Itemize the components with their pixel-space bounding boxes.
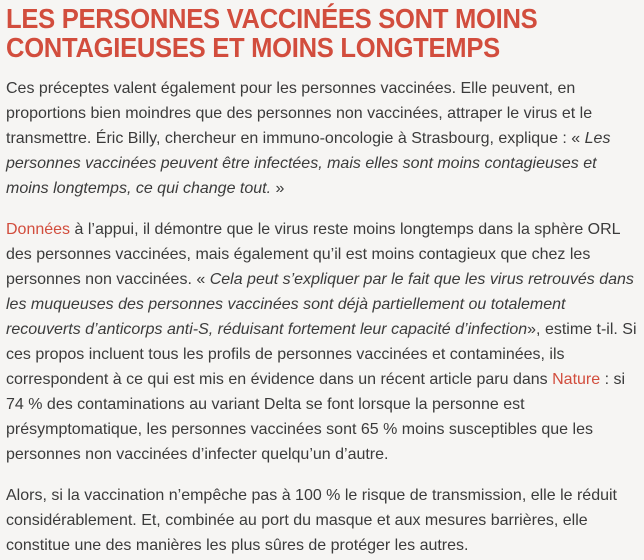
paragraph-2-text-2: », estime t-il. Si ces propos incluent tous les profils de personnes vaccinées et contaminées, ils correspondent à ce qui est mis en évidence dans un récent article paru dans: [6, 321, 637, 388]
paragraph-1-end: »: [271, 180, 285, 197]
paragraph-3-text: Alors, si la vaccination n’empêche pas à 100 % le risque de transmission, elle le réduit considérablement. Et, combinée au port du masque et aux mesures barrières, elle constitue une des manières les plus sûres de protéger les autres.: [6, 487, 617, 554]
article-headline: [6, 0, 644, 62]
donnees-link[interactable]: Données: [6, 221, 71, 238]
paragraph-2: [6, 217, 638, 467]
paragraph-2-quote: Cela peut s’expliquer par le fait que les virus retrouvés dans les muqueuses des personnes vaccinées sont déjà partiellement ou totalement recouverts d’anticorps anti-S, réduisant fortement leur capacité d’infection: [6, 271, 634, 338]
headline-line-2: CONTAGIEUSES ET MOINS LONGTEMPS: [6, 32, 500, 63]
paragraph-2-text-3: : si 74 % des contaminations au variant Delta se font lorsque la personne est présymptomatique, les personnes vaccinées sont 65 % moins susceptibles que les personnes non vaccinées d’infecter quelqu’un d’autre.: [6, 371, 626, 463]
nature-link[interactable]: Nature: [552, 371, 601, 388]
paragraph-1-quote: Les personnes vaccinées peuvent être infectées, mais elles sont moins contagieuses et moins longtemps, ce qui change tout.: [6, 130, 611, 197]
paragraph-2-text-1: à l’appui, il démontre que le virus reste moins longtemps dans la sphère ORL des personnes vaccinées, mais également qu’il est moins contagieux que chez les personnes non vaccinées. «: [6, 221, 620, 288]
paragraph-3: [6, 483, 638, 558]
paragraph-1: [6, 76, 638, 201]
paragraph-1-text: Ces préceptes valent également pour les personnes vaccinées. Elle peuvent, en proportions bien moindres que des personnes non vaccinées, attraper le virus et le transmettre. Éric Billy, chercheur en immuno-oncologie à Strasbourg, explique : «: [6, 80, 593, 147]
headline-line-1: LES PERSONNES VACCINÉES SONT MOINS: [6, 3, 538, 34]
